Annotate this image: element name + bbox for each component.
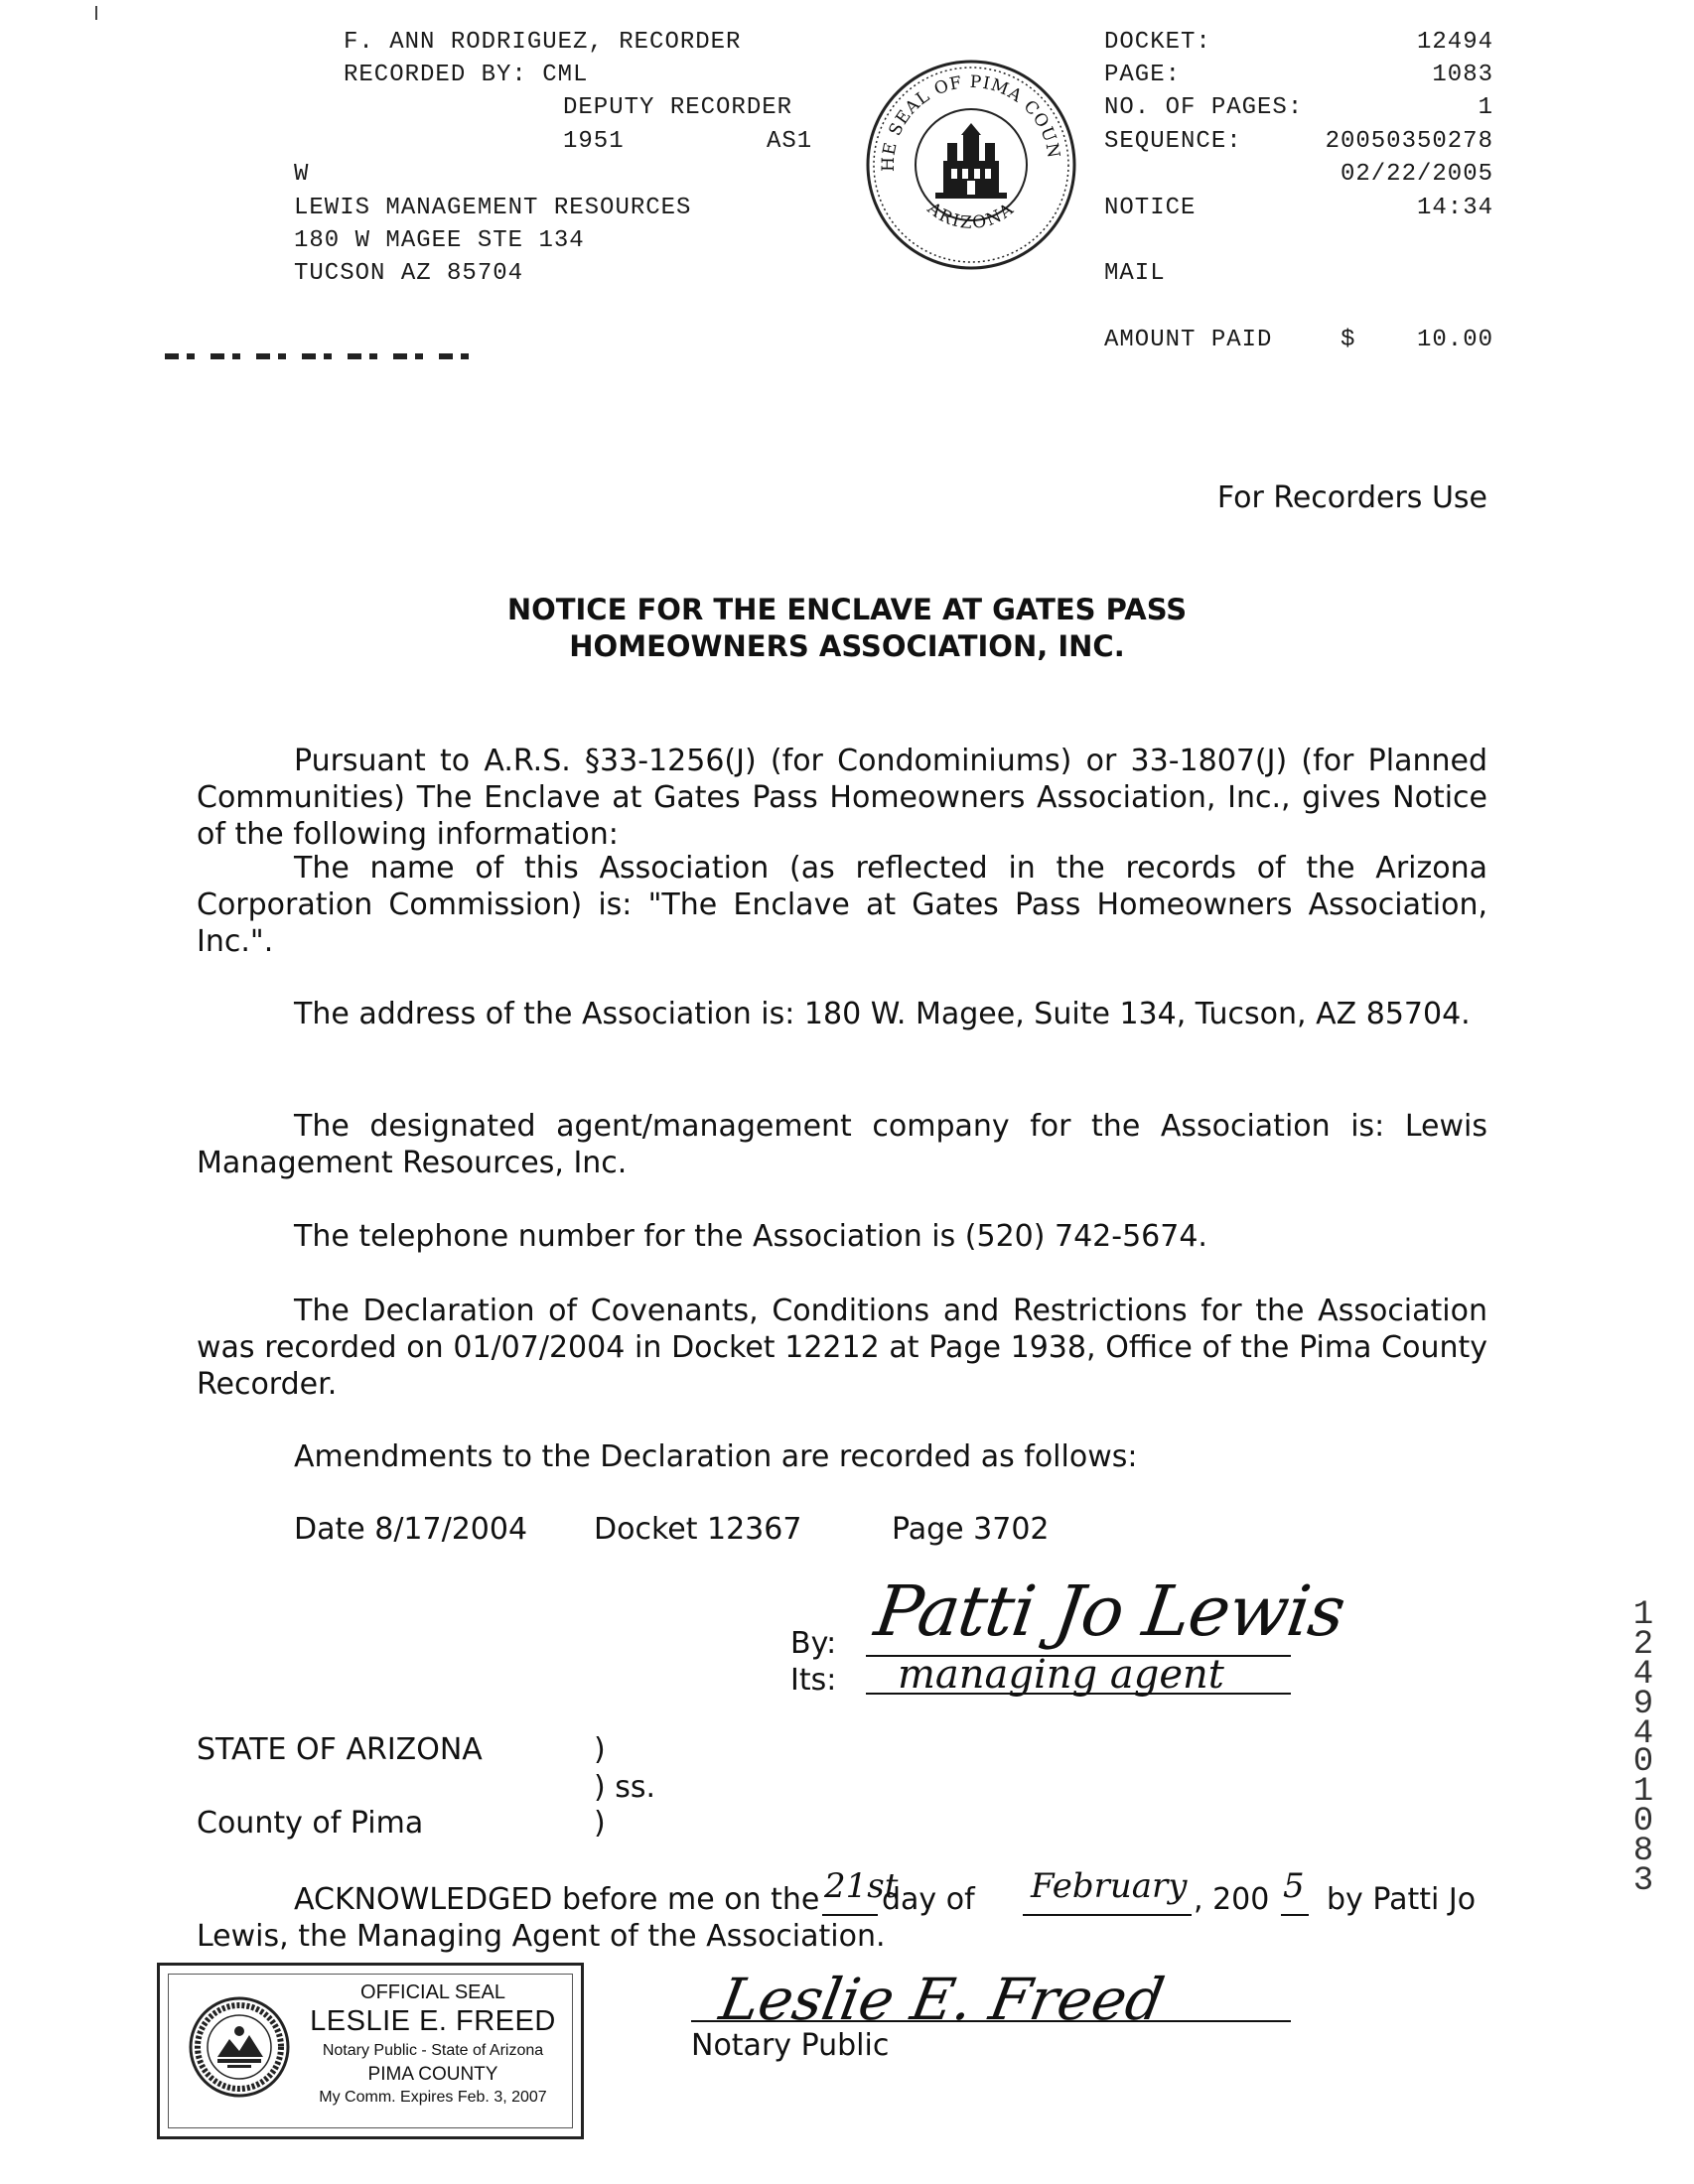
notary-seal-county: PIMA COUNTY bbox=[367, 2064, 498, 2085]
addressee-line-1: LEWIS MANAGEMENT RESOURCES bbox=[294, 195, 692, 221]
pages-label: NO. OF PAGES: bbox=[1104, 94, 1304, 121]
recorder-name: F. ANN RODRIGUEZ, RECORDER bbox=[344, 29, 742, 56]
paragraph-amendments: Amendments to the Declaration are recorded as follows: bbox=[294, 1439, 1138, 1474]
amendment-docket: Docket 12367 bbox=[594, 1512, 802, 1547]
margin-page-digit: 0 bbox=[1632, 1743, 1654, 1781]
addressee-line-3: TUCSON AZ 85704 bbox=[294, 260, 524, 287]
docket-value: 12494 bbox=[1416, 29, 1493, 56]
paragraph-pursuant: Pursuant to A.R.S. §33-1256(J) (for Condominiums) or 33-1807(J) (for Planned Communities) The Enclave at Gates Pass Homeowners Association, Inc., gives Notice of the following information: bbox=[197, 744, 1487, 852]
sequence-value: 20050350278 bbox=[1325, 128, 1493, 155]
margin-docket-stamp bbox=[1628, 1596, 1658, 1753]
margin-page-digit: 1 bbox=[1632, 1773, 1654, 1811]
amendment-date: Date 8/17/2004 bbox=[294, 1512, 528, 1547]
document-type: NOTICE bbox=[1104, 195, 1197, 221]
arizona-state-seal-icon bbox=[188, 1995, 291, 2099]
acknowledgment-text-line-2: Lewis, the Managing Agent of the Association. bbox=[197, 1919, 886, 1954]
cropped-text-remnant bbox=[165, 353, 483, 359]
by-label: By: bbox=[790, 1626, 837, 1661]
acknowledgment-text-2: day of bbox=[882, 1882, 975, 1917]
notary-seal-expiration: My Comm. Expires Feb. 3, 2007 bbox=[319, 2089, 547, 2106]
addressee-line-2: 180 W MAGEE STE 134 bbox=[294, 227, 585, 254]
acknowledgment-day: 21st bbox=[824, 1866, 899, 1906]
venue-state: STATE OF ARIZONA bbox=[197, 1732, 483, 1767]
notice-title-line-1: NOTICE FOR THE ENCLAVE AT GATES PASS bbox=[506, 593, 1188, 626]
svg-text:THE SEAL OF PIMA COUNTY: HE SEAL OF PIMA COUN bbox=[878, 71, 1064, 173]
amount-paid-value: 10.00 bbox=[1416, 327, 1493, 353]
venue-paren-2: ) bbox=[594, 1806, 606, 1841]
acknowledgment-year-digit: 5 bbox=[1283, 1866, 1305, 1906]
venue-ss: ) ss. bbox=[594, 1770, 656, 1805]
recorder-code-right: AS1 bbox=[767, 128, 813, 155]
paragraph-agent: The designated agent/management company for the Association is: Lewis Management Resources, Inc. bbox=[197, 1109, 1487, 1180]
acknowledgment-text-1: ACKNOWLEDGED before me on the bbox=[294, 1882, 820, 1917]
notice-title-line-2: HOMEOWNERS ASSOCIATION, INC. bbox=[569, 629, 1125, 663]
paragraph-address: The address of the Association is: 180 W. Magee, Suite 134, Tucson, AZ 85704. bbox=[294, 997, 1471, 1031]
margin-docket-digit: 4 bbox=[1632, 1715, 1654, 1753]
acknowledgment-text-3: , 200 bbox=[1194, 1882, 1270, 1917]
recording-date: 02/22/2005 bbox=[1340, 161, 1493, 188]
notary-signature: Leslie E. Freed bbox=[715, 1966, 1170, 2033]
docket-label: DOCKET: bbox=[1104, 29, 1211, 56]
acknowledgment-year-line bbox=[1281, 1914, 1309, 1916]
margin-docket-digit: 9 bbox=[1632, 1686, 1654, 1723]
deputy-recorder: DEPUTY RECORDER bbox=[563, 94, 793, 121]
notary-seal-heading: OFFICIAL SEAL bbox=[360, 1981, 505, 2003]
paragraph-declaration: The Declaration of Covenants, Conditions and Restrictions for the Association was recorded on 01/07/2004 in Docket 12212 at Page 1938, Office of the Pima County Recorder. bbox=[197, 1294, 1487, 1402]
paragraph-association-name: The name of this Association (as reflected in the records of the Arizona Corporation Commission) is: "The Enclave at Gates Pass Homeowners Association, Inc.". bbox=[197, 851, 1487, 959]
venue-county: County of Pima bbox=[197, 1806, 424, 1841]
notary-official-seal bbox=[157, 1963, 584, 2139]
venue-paren-1: ) bbox=[594, 1732, 606, 1767]
page-label: PAGE: bbox=[1104, 62, 1182, 88]
sequence-label: SEQUENCE: bbox=[1104, 128, 1242, 155]
margin-docket-digit: 2 bbox=[1632, 1626, 1654, 1664]
page-value: 1083 bbox=[1432, 62, 1493, 88]
notary-public-label: Notary Public bbox=[691, 2028, 890, 2063]
recorders-use-label: For Recorders Use bbox=[1216, 480, 1487, 515]
svg-text:ARIZONA: ARIZONA bbox=[923, 199, 1019, 234]
amendment-page: Page 3702 bbox=[892, 1512, 1050, 1547]
margin-docket-digit: 1 bbox=[1632, 1596, 1654, 1634]
recording-time: 14:34 bbox=[1416, 195, 1493, 221]
acknowledgment-month: February bbox=[1031, 1866, 1188, 1906]
margin-page-stamp bbox=[1628, 1743, 1658, 1900]
its-label: Its: bbox=[790, 1663, 837, 1698]
mail-code-w: W bbox=[294, 161, 310, 188]
acknowledgment-day-line bbox=[822, 1914, 878, 1916]
acknowledgment-month-line bbox=[1023, 1914, 1192, 1916]
recorder-code-left: 1951 bbox=[563, 128, 625, 155]
notary-seal-name: LESLIE E. FREED bbox=[310, 2005, 556, 2037]
paragraph-telephone: The telephone number for the Association is (520) 742-5674. bbox=[294, 1219, 1207, 1254]
delivery-method: MAIL bbox=[1104, 260, 1166, 287]
margin-docket-digit: 4 bbox=[1632, 1656, 1654, 1694]
margin-page-digit: 3 bbox=[1632, 1862, 1654, 1900]
recorded-by: RECORDED BY: CML bbox=[344, 62, 589, 88]
amount-currency: $ bbox=[1341, 327, 1356, 353]
amount-paid-label: AMOUNT PAID bbox=[1104, 327, 1273, 353]
pima-county-seal bbox=[864, 58, 1078, 272]
managing-agent-signature: Patti Jo Lewis bbox=[870, 1570, 1349, 1652]
notary-seal-state: Notary Public - State of Arizona bbox=[322, 2042, 544, 2059]
pages-value: 1 bbox=[1478, 94, 1493, 121]
margin-page-digit: 8 bbox=[1632, 1833, 1654, 1870]
its-handwritten-title: managing agent bbox=[898, 1652, 1224, 1698]
acknowledgment-text-4: by Patti Jo bbox=[1327, 1882, 1477, 1917]
margin-page-digit: 0 bbox=[1632, 1803, 1654, 1841]
notary-signature-line bbox=[691, 2020, 1291, 2022]
scan-corner-mark bbox=[95, 6, 97, 20]
